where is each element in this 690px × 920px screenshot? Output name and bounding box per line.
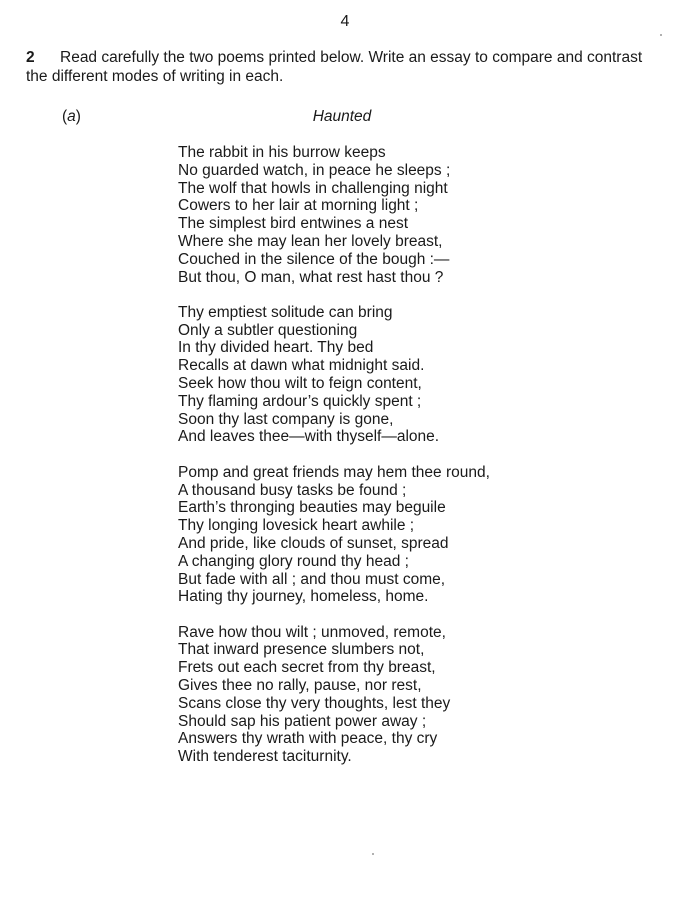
part-letter: a xyxy=(67,108,76,125)
poem-title: Haunted xyxy=(312,108,372,125)
poem-stanza xyxy=(178,464,490,606)
poem-line: Answers thy wrath with peace, thy cry xyxy=(178,730,438,748)
poem-line: Thy flaming ardour’s quickly spent ; xyxy=(178,392,422,410)
poem-line: Seek how thou wilt to feign content, xyxy=(178,375,422,393)
poem-stanza xyxy=(178,624,490,766)
poem-line: And pride, like clouds of sunset, spread xyxy=(178,534,449,552)
scan-speck xyxy=(660,34,662,36)
scan-speck xyxy=(372,853,374,855)
question-number: 2 xyxy=(26,49,35,66)
poem-line: Thy emptiest solitude can bring xyxy=(178,303,393,321)
poem-line: Where she may lean her lovely breast, xyxy=(178,232,443,250)
poem-line: Only a subtler questioning xyxy=(178,321,358,339)
poem-stanza xyxy=(178,144,490,286)
poem-line: Frets out each secret from thy breast, xyxy=(178,659,436,677)
poem-line: With tenderest taciturnity. xyxy=(178,748,352,766)
poem-line: Thy longing lovesick heart awhile ; xyxy=(178,517,415,535)
page-number: 4 xyxy=(340,13,350,30)
question-text: Read carefully the two poems printed below. Write an essay to compare and contrast the different modes of writing in each. xyxy=(26,49,643,85)
poem-line: That inward presence slumbers not, xyxy=(178,641,425,659)
poem-line: Couched in the silence of the bough :— xyxy=(178,250,450,268)
poem-stanza xyxy=(178,304,490,446)
poem-line: Pomp and great friends may hem thee round, xyxy=(178,463,490,481)
poem-line: And leaves thee—with thyself—alone. xyxy=(178,428,440,446)
poem-line: A changing glory round thy head ; xyxy=(178,552,409,570)
poem-line: Earth’s thronging beauties may beguile xyxy=(178,499,446,517)
poem-line: Scans close thy very thoughts, lest they xyxy=(178,694,451,712)
poem-line: Hating thy journey, homeless, home. xyxy=(178,588,429,606)
part-label: (a) xyxy=(62,108,81,125)
poem-line: In thy divided heart. Thy bed xyxy=(178,339,374,357)
poem-line: Should sap his patient power away ; xyxy=(178,712,427,730)
poem-line: Cowers to her lair at morning light ; xyxy=(178,197,419,215)
poem-line: Soon thy last company is gone, xyxy=(178,410,394,428)
poem-line: A thousand busy tasks be found ; xyxy=(178,481,407,499)
poem-line: No guarded watch, in peace he sleeps ; xyxy=(178,161,451,179)
poem-line: The simplest bird entwines a nest xyxy=(178,215,409,233)
poem-line: The rabbit in his burrow keeps xyxy=(178,144,386,161)
poem-line: Rave how thou wilt ; unmoved, remote, xyxy=(178,623,446,641)
poem-line: But thou, O man, what rest hast thou ? xyxy=(178,268,444,286)
poem-line: Recalls at dawn what midnight said. xyxy=(178,357,425,375)
question-prompt xyxy=(26,48,676,86)
poem-line: Gives thee no rally, pause, nor rest, xyxy=(178,677,422,695)
poem-line: The wolf that howls in challenging night xyxy=(178,179,448,197)
poem-body xyxy=(178,144,490,784)
poem-line: But fade with all ; and thou must come, xyxy=(178,570,446,588)
